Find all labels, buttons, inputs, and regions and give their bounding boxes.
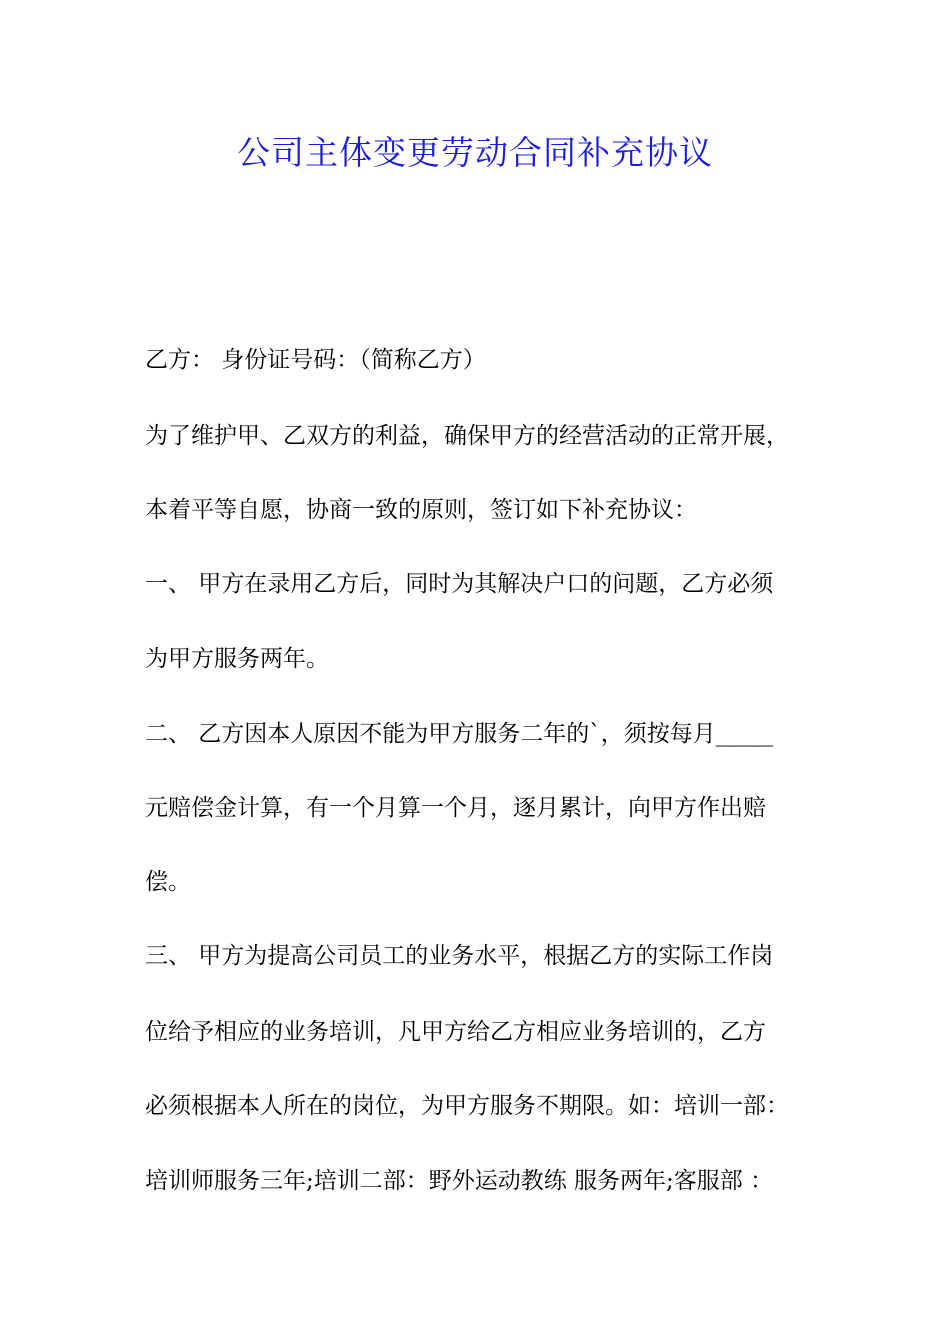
clause-2-line: 元赔偿金计算，有一个月算一个月，逐月累计，向甲方作出赔 [145, 795, 766, 821]
clause-1-line: 一、 甲方在录用乙方后，同时为其解决户口的问题，乙方必须 [145, 571, 774, 597]
clause-3-line: 位给予相应的业务培训，凡甲方给乙方相应业务培训的，乙方 [145, 1019, 766, 1045]
clause-3-line: 培训师服务三年;培训二部：野外运动教练 服务两年;客服部 ： [145, 1168, 774, 1194]
clause-3-line: 必须根据本人所在的岗位，为甲方服务不期限。如：培训一部： [145, 1093, 789, 1119]
paragraph-line: 为了维护甲、乙双方的利益，确保甲方的经营活动的正常开展， [145, 423, 789, 449]
party-b-line: 乙方： 身份证号码：（简称乙方） [145, 347, 486, 373]
paragraph-line: 本着平等自愿，协商一致的原则，签订如下补充协议： [145, 497, 697, 523]
clause-2-line: 二、 乙方因本人原因不能为甲方服务二年的`，须按每月_____ [145, 721, 774, 747]
clause-1-line: 为甲方服务两年。 [145, 646, 329, 672]
clause-2-line: 偿。 [145, 869, 191, 895]
clause-3-line: 三、 甲方为提高公司员工的业务水平，根据乙方的实际工作岗 [145, 943, 774, 969]
document-title: 公司主体变更劳动合同补充协议 [237, 133, 713, 172]
